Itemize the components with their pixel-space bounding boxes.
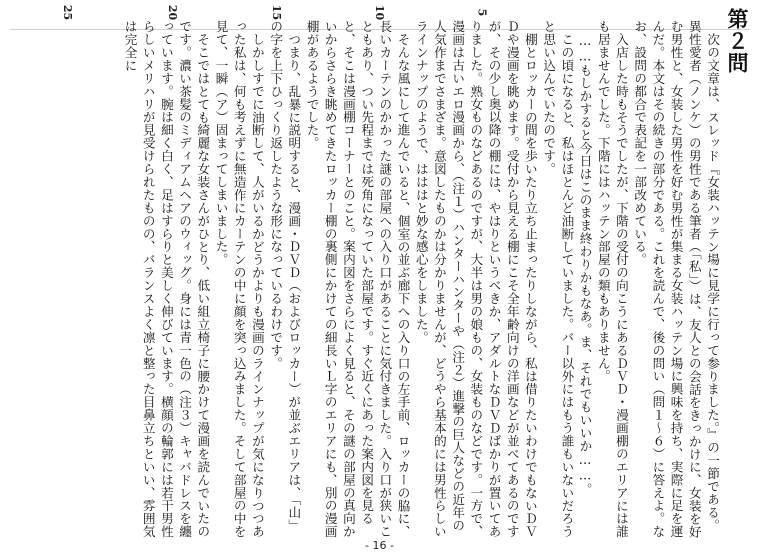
line-number-20: 20 xyxy=(166,4,180,21)
paragraph-6: つまり、乱暴に説明すると、漫画・ＤＶＤ（およびロッカー）が並ぶエリアは、「山」の字を上下ひっくり返したような形になっているわけです。 xyxy=(268,20,302,532)
paragraph-2: ……もしかすると今日はこのまま終わりかもなあ。ま、それでもいいか……。 xyxy=(577,32,593,496)
page-number: - 16 - xyxy=(365,539,394,552)
question-title: 第２問 xyxy=(725,8,749,74)
paragraph-3: この頃になると、私はほとんど油断していました。バー以外にはもう誰もいないだろうと思い込んでいたのです。 xyxy=(541,20,575,538)
passage-body xyxy=(21,20,721,540)
line-number-10: 10 xyxy=(373,4,387,21)
line-number-25: 25 xyxy=(61,4,75,21)
paragraph-4: 棚とロッカーの間を歩いたり立ち止まったりしながら、私は借りたいわけでもないＤＶＤや漫画を眺めます。受付から見える棚にこそ全年齢向けの洋画などが並べてあるのですが、その少し奥以降の棚には、やはりというべきか、アダルトなＤＶＤばかりが置いてありました。熟女ものなどあるのですが、大半は男の娘もの、女装ものなどです。一方で、漫画は古いエロ漫画から、（注１）ハンターハンターや（注２）進撃の巨人などの近年の人気作までさまざま。意図したものかは分かりませんが、どうやら基本的には男性らしいラインナップのようで、はははと妙な感心をしました。 xyxy=(413,20,538,538)
paragraph-1: 入店した時もそうでしたが、下階の受付の向こうにあるＤＶＤ・漫画棚のエリアには誰も居ませんでした。下階にはハッテン部屋の類もありません。 xyxy=(595,20,629,538)
paragraph-8: そこではとても綺麗な女装さんがひとり、低い組立椅子に腰かけて漫画を読んでいたのです。濃い茶髪のミディアムヘアのウィッグ。身には青一色の（注３）キャバドレスを纏っています。腕は細く白く、足はすらりと美しく伸びています。横顔の輪郭には若干男性らしいメリハリが見受けられたものの、バランスよく凛と整った目鼻立ちといい、雰囲気は完全に xyxy=(122,20,211,538)
line-number-5: 5 xyxy=(475,8,489,17)
paragraph-7: しかしすでに油断して、人がいるかどうかよりも漫画のラインナップが気になりつつあった私は、何も考えずに無造作にカーテンの中に顔を突っ込みました。そして部屋の中を見て、一瞬（ア）固まってしまいました。 xyxy=(213,20,265,538)
intro-paragraph: 次の文章は、スレッド『女装ハッテン場に見学に行って参りました。』の一節である。異性愛者（ノンケ）の男性である筆者（「私」）は、友人との会話をきっかけに、女装を好む男性と、女装した男性を好む男性が集まる女装ハッテン場に興味を持ち、実際に足を運んだ。本文はその続きの部分である。これを読んで、後の問い（問１～６）に答えよ。なお、設問の都合で表記を一部改めている。 xyxy=(632,20,720,539)
line-number-15: 15 xyxy=(270,4,284,21)
paragraph-5: そんな風にして進んでいると、個室の並ぶ廊下への入り口の左手前、ロッカーの脇に、長いカーテンのかかった謎の部屋への入り口があることに気付きました。入り口が狭いこともあり、つい先程までは死角になっていた部屋です。すぐ近くにあった案内図を見ると、そこは漫画棚コーナーとのこと。案内図をさらによく見ると、その謎の部屋の真向かいからさらき眺めてきたロッカー棚の裏側にかけての細長いＬ字のエリアにも、別の漫画棚があるようでした。 xyxy=(304,20,411,538)
